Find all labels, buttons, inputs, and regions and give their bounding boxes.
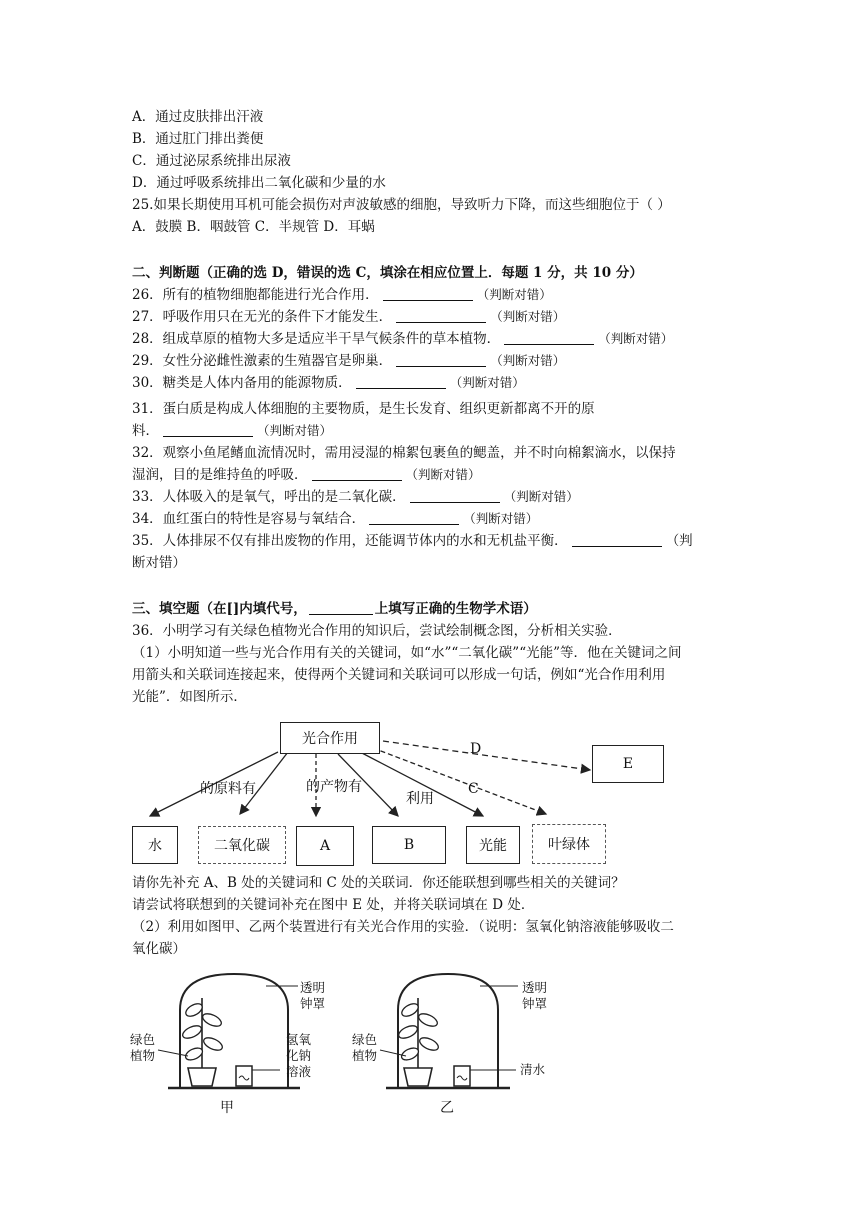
q29-suffix: （判断对错）	[490, 353, 566, 368]
q29-text: 29．女性分泌雌性激素的生殖器官是卵巢．	[132, 353, 393, 369]
q28	[132, 328, 732, 350]
q36-stem: 36．小明学习有关绿色植物光合作用的知识后，尝试绘制概念图，分析相关实验．	[132, 623, 622, 639]
after-map-line2: 请尝试将联想到的关键词补充在图中 E 处，并将关联词填在 D 处．	[132, 897, 535, 913]
q24-option-d: D．通过呼吸系统排出二氧化碳和少量的水	[132, 175, 386, 191]
arrow-to-e	[383, 741, 590, 770]
apparatus-figures	[128, 970, 608, 1120]
q31-text: 料．	[132, 423, 159, 439]
box-e: E	[592, 745, 664, 783]
box-chlorophyll: 叶绿体	[532, 824, 606, 864]
q27	[132, 306, 732, 328]
section2-title: 二、判断题（正确的选 D，错误的选 C，填涂在相应位置上．每题 1 分，共 10 分）	[132, 265, 643, 281]
jia-bell-label: 透明 钟罩	[300, 980, 326, 1011]
q29-blank[interactable]	[396, 352, 486, 367]
label-c: C	[468, 781, 479, 797]
box-light: 光能	[466, 826, 520, 864]
q35-line1	[132, 530, 732, 552]
section3-title-b: 上填写正确的生物学术语）	[374, 601, 537, 617]
q31-suffix: （判断对错）	[257, 423, 333, 438]
q32-line2	[132, 464, 732, 486]
q26-text: 26．所有的植物细胞都能进行光合作用．	[132, 287, 379, 303]
pot-yi	[404, 1068, 432, 1086]
q35-blank[interactable]	[572, 532, 662, 547]
q36-p2-line1: （2）利用如图甲、乙两个装置进行有关光合作用的实验．（说明：氢氧化钠溶液能够吸收二	[132, 919, 674, 935]
yi-solution-label: 清水	[520, 1062, 546, 1077]
q30-blank[interactable]	[356, 374, 446, 389]
label-d: D	[470, 741, 482, 757]
q28-suffix: （判断对错）	[598, 331, 674, 346]
q29	[132, 350, 732, 372]
q36-p1-line1: （1）小明知道一些与光合作用有关的关键词，如“水”“二氧化碳”“光能”等．他在关键词之间	[132, 645, 682, 661]
pot-jia	[188, 1068, 216, 1086]
q34-text: 34．血红蛋白的特性是容易与氧结合．	[132, 511, 366, 527]
q32-blank[interactable]	[312, 466, 402, 481]
label-use: 利用	[406, 791, 434, 807]
beaker-yi	[454, 1066, 470, 1086]
q30	[132, 372, 732, 394]
q35-text: 35．人体排尿不仅有排出废物的作用，还能调节体内的水和无机盐平衡．	[132, 533, 568, 549]
q32-suffix: （判断对错）	[405, 467, 481, 482]
q27-blank[interactable]	[396, 308, 486, 323]
jia-solution-label: 氢氧 化钠 溶液	[286, 1032, 312, 1079]
q26	[132, 284, 732, 306]
yi-plant-label: 绿色 植物	[352, 1032, 378, 1063]
q36-p1-line3: 光能”．如图所示．	[132, 689, 247, 705]
box-a: A	[296, 826, 354, 866]
box-co2: 二氧化碳	[198, 826, 286, 864]
q27-suffix: （判断对错）	[490, 309, 566, 324]
section3-title-blank	[309, 600, 373, 615]
q28-blank[interactable]	[504, 330, 594, 345]
q30-text: 30．糖类是人体内备用的能源物质．	[132, 375, 352, 391]
q24-option-c: C．通过泌尿系统排出尿液	[132, 153, 291, 169]
q24-option-b: B．通过肛门排出粪便	[132, 131, 264, 147]
after-map-line1: 请你先补充 A、B 处的关键词和 C 处的关联词．你还能联想到哪些相关的关键词？	[132, 875, 625, 891]
q36-p2-line2: 氧化碳）	[132, 941, 186, 957]
beaker-jia	[236, 1066, 252, 1086]
box-water: 水	[132, 826, 178, 864]
jia-caption: 甲	[220, 1100, 234, 1116]
yi-bell-label: 透明 钟罩	[522, 980, 548, 1011]
q31-line1: 31．蛋白质是构成人体细胞的主要物质，是生长发育、组织更新都离不开的原	[132, 401, 595, 417]
jia-plant-label: 绿色 植物	[130, 1032, 156, 1063]
label-products: 的产物有	[306, 779, 362, 795]
q33	[132, 486, 732, 508]
section3-title	[132, 598, 732, 620]
q34	[132, 508, 732, 530]
yi-caption: 乙	[440, 1100, 454, 1116]
center-box: 光合作用	[280, 722, 380, 754]
q25-options: A．鼓膜 B．咽鼓管 C．半规管 D．耳蜗	[132, 219, 375, 235]
q27-text: 27．呼吸作用只在无光的条件下才能发生．	[132, 309, 393, 325]
q32-line1: 32．观察小鱼尾鳍血流情况时，需用浸湿的棉絮包裹鱼的鳃盖，并不时向棉絮滴水，以保持	[132, 445, 676, 461]
section3-title-a: 三、填空题（在[]内填代号，	[132, 601, 307, 617]
q33-text: 33．人体吸入的是氧气，呼出的是二氧化碳．	[132, 489, 406, 505]
q33-suffix: （判断对错）	[503, 489, 579, 504]
concept-map	[128, 714, 668, 874]
q32-text: 湿润，目的是维持鱼的呼吸．	[132, 467, 308, 483]
q25-stem: 25.如果长期使用耳机可能会损伤对声波敏感的细胞，导致听力下降，而这些细胞位于（ ）	[132, 197, 671, 213]
box-b: B	[372, 826, 446, 864]
q31-blank[interactable]	[163, 422, 253, 437]
q34-blank[interactable]	[369, 510, 459, 525]
q35-line2: 断对错）	[132, 555, 186, 571]
q31-line2	[132, 420, 732, 442]
q35-tail: （判	[665, 533, 693, 549]
label-raw-materials: 的原料有	[200, 781, 256, 797]
q34-suffix: （判断对错）	[463, 511, 539, 526]
q28-text: 28．组成草原的植物大多是适应半干旱气候条件的草本植物．	[132, 331, 501, 347]
q33-blank[interactable]	[410, 488, 500, 503]
q26-suffix: （判断对错）	[476, 287, 552, 302]
q24-option-a: A．通过皮肤排出汗液	[132, 109, 264, 125]
q36-p1-line2: 用箭头和关联词连接起来，使得两个关键词和关联词可以形成一句话，例如“光合作用利用	[132, 667, 666, 683]
q30-suffix: （判断对错）	[449, 375, 525, 390]
q26-blank[interactable]	[383, 286, 473, 301]
